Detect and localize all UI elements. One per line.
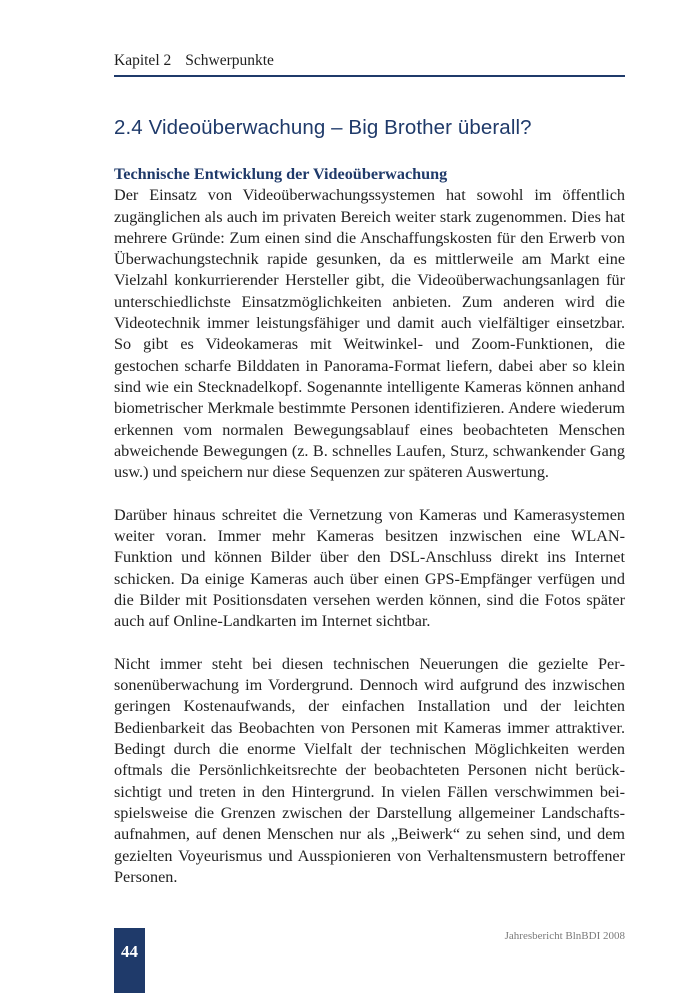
- paragraph: [114, 164, 625, 483]
- publication-footer: Jahresbericht BlnBDI 2008: [504, 930, 625, 942]
- header-rule: [114, 75, 625, 77]
- body-text: [114, 164, 625, 909]
- paragraph: Darüber hinaus schreitet die Vernetzung von Kameras und Kamerasystemen weiter voran. Immer mehr Kameras besitzen inzwischen eine WLAN-Funktion und können Bilder über den DSL-Anschluss direkt ins Internet schicken. Da einige Kameras auch über einen GPS-Empfänger verfügen und die Bilder mit Positionsdaten versehen werden können, sind die Fotos später auch auf Online-Landkarten im Internet sichtbar.: [114, 505, 625, 631]
- paragraph: Nicht immer steht bei diesen technischen Neuerungen die gezielte Personenüberwachung im Vordergrund. Dennoch wird aufgrund des inzwischen geringen Kostenaufwands, der einfachen Installation und der leichten Bedienbarkeit das Beobachten von Personen mit Kameras immer attraktiver. Bedingt durch die enorme Vielfalt der technischen Möglichkeiten werden oftmals die Persönlichkeitsrechte der beobachteten Personen nicht berücksichtigt und treten in den Hintergrund. In vielen Fällen verschwimmen beispielsweise die Grenzen zwischen der Darstellung allgemeiner Landschaftsaufnahmen, auf denen Menschen nur als „Beiwerk“ zu sehen sind, und dem gezielten Voyeurismus und Ausspionieren von Verhaltensmustern betroffener Personen.: [114, 654, 625, 886]
- paragraph-text: Der Einsatz von Videoüberwachungssystemen hat sowohl im öffentlich zugänglichen als auch im privaten Bereich weiter stark zugenommen. Dies hat mehrere Gründe: Zum einen sind die Anschaffungskosten für den Erwerb von Überwachungstechnik rapide gesunken, da es mittlerweile am Markt eine Vielzahl konkurrierender Hersteller gibt, die Videoüberwachungsanlagen für unterschiedlichste Einsatzmöglichkeiten anbieten. Zum anderen wird die Videotechnik immer leistungsfähiger und damit auch vielfältiger einsetzbar. So gibt es Videokameras mit Weitwinkel- und Zoom-Funktionen, die gestochen scharfe Bilddaten in Panorama-Format liefern, dabei aber so klein sind wie ein Stecknadelkopf. Sogenannte intelligente Kameras können anhand biometrischer Merkmale bestimmte Personen identifizieren. Andere wiederum erkennen vom normalen Bewegungsablauf eines beobachteten Menschen abweichende Bewegungen (z. B. schnelles Laufen, Sturz, schwankender Gang usw.) und speichern nur diese Sequenzen zur späteren Auswertung.: [114, 186, 625, 482]
- running-header: [114, 52, 274, 70]
- page-number: 44: [121, 942, 138, 961]
- subheading: Technische Entwicklung der Videoüberwachung: [114, 165, 448, 183]
- section-label: Schwerpunkte: [185, 52, 274, 69]
- page-number-tab: [114, 928, 145, 993]
- chapter-label: Kapitel 2: [114, 52, 172, 69]
- page-title: 2.4 Videoüberwachung – Big Brother überall?: [114, 116, 532, 139]
